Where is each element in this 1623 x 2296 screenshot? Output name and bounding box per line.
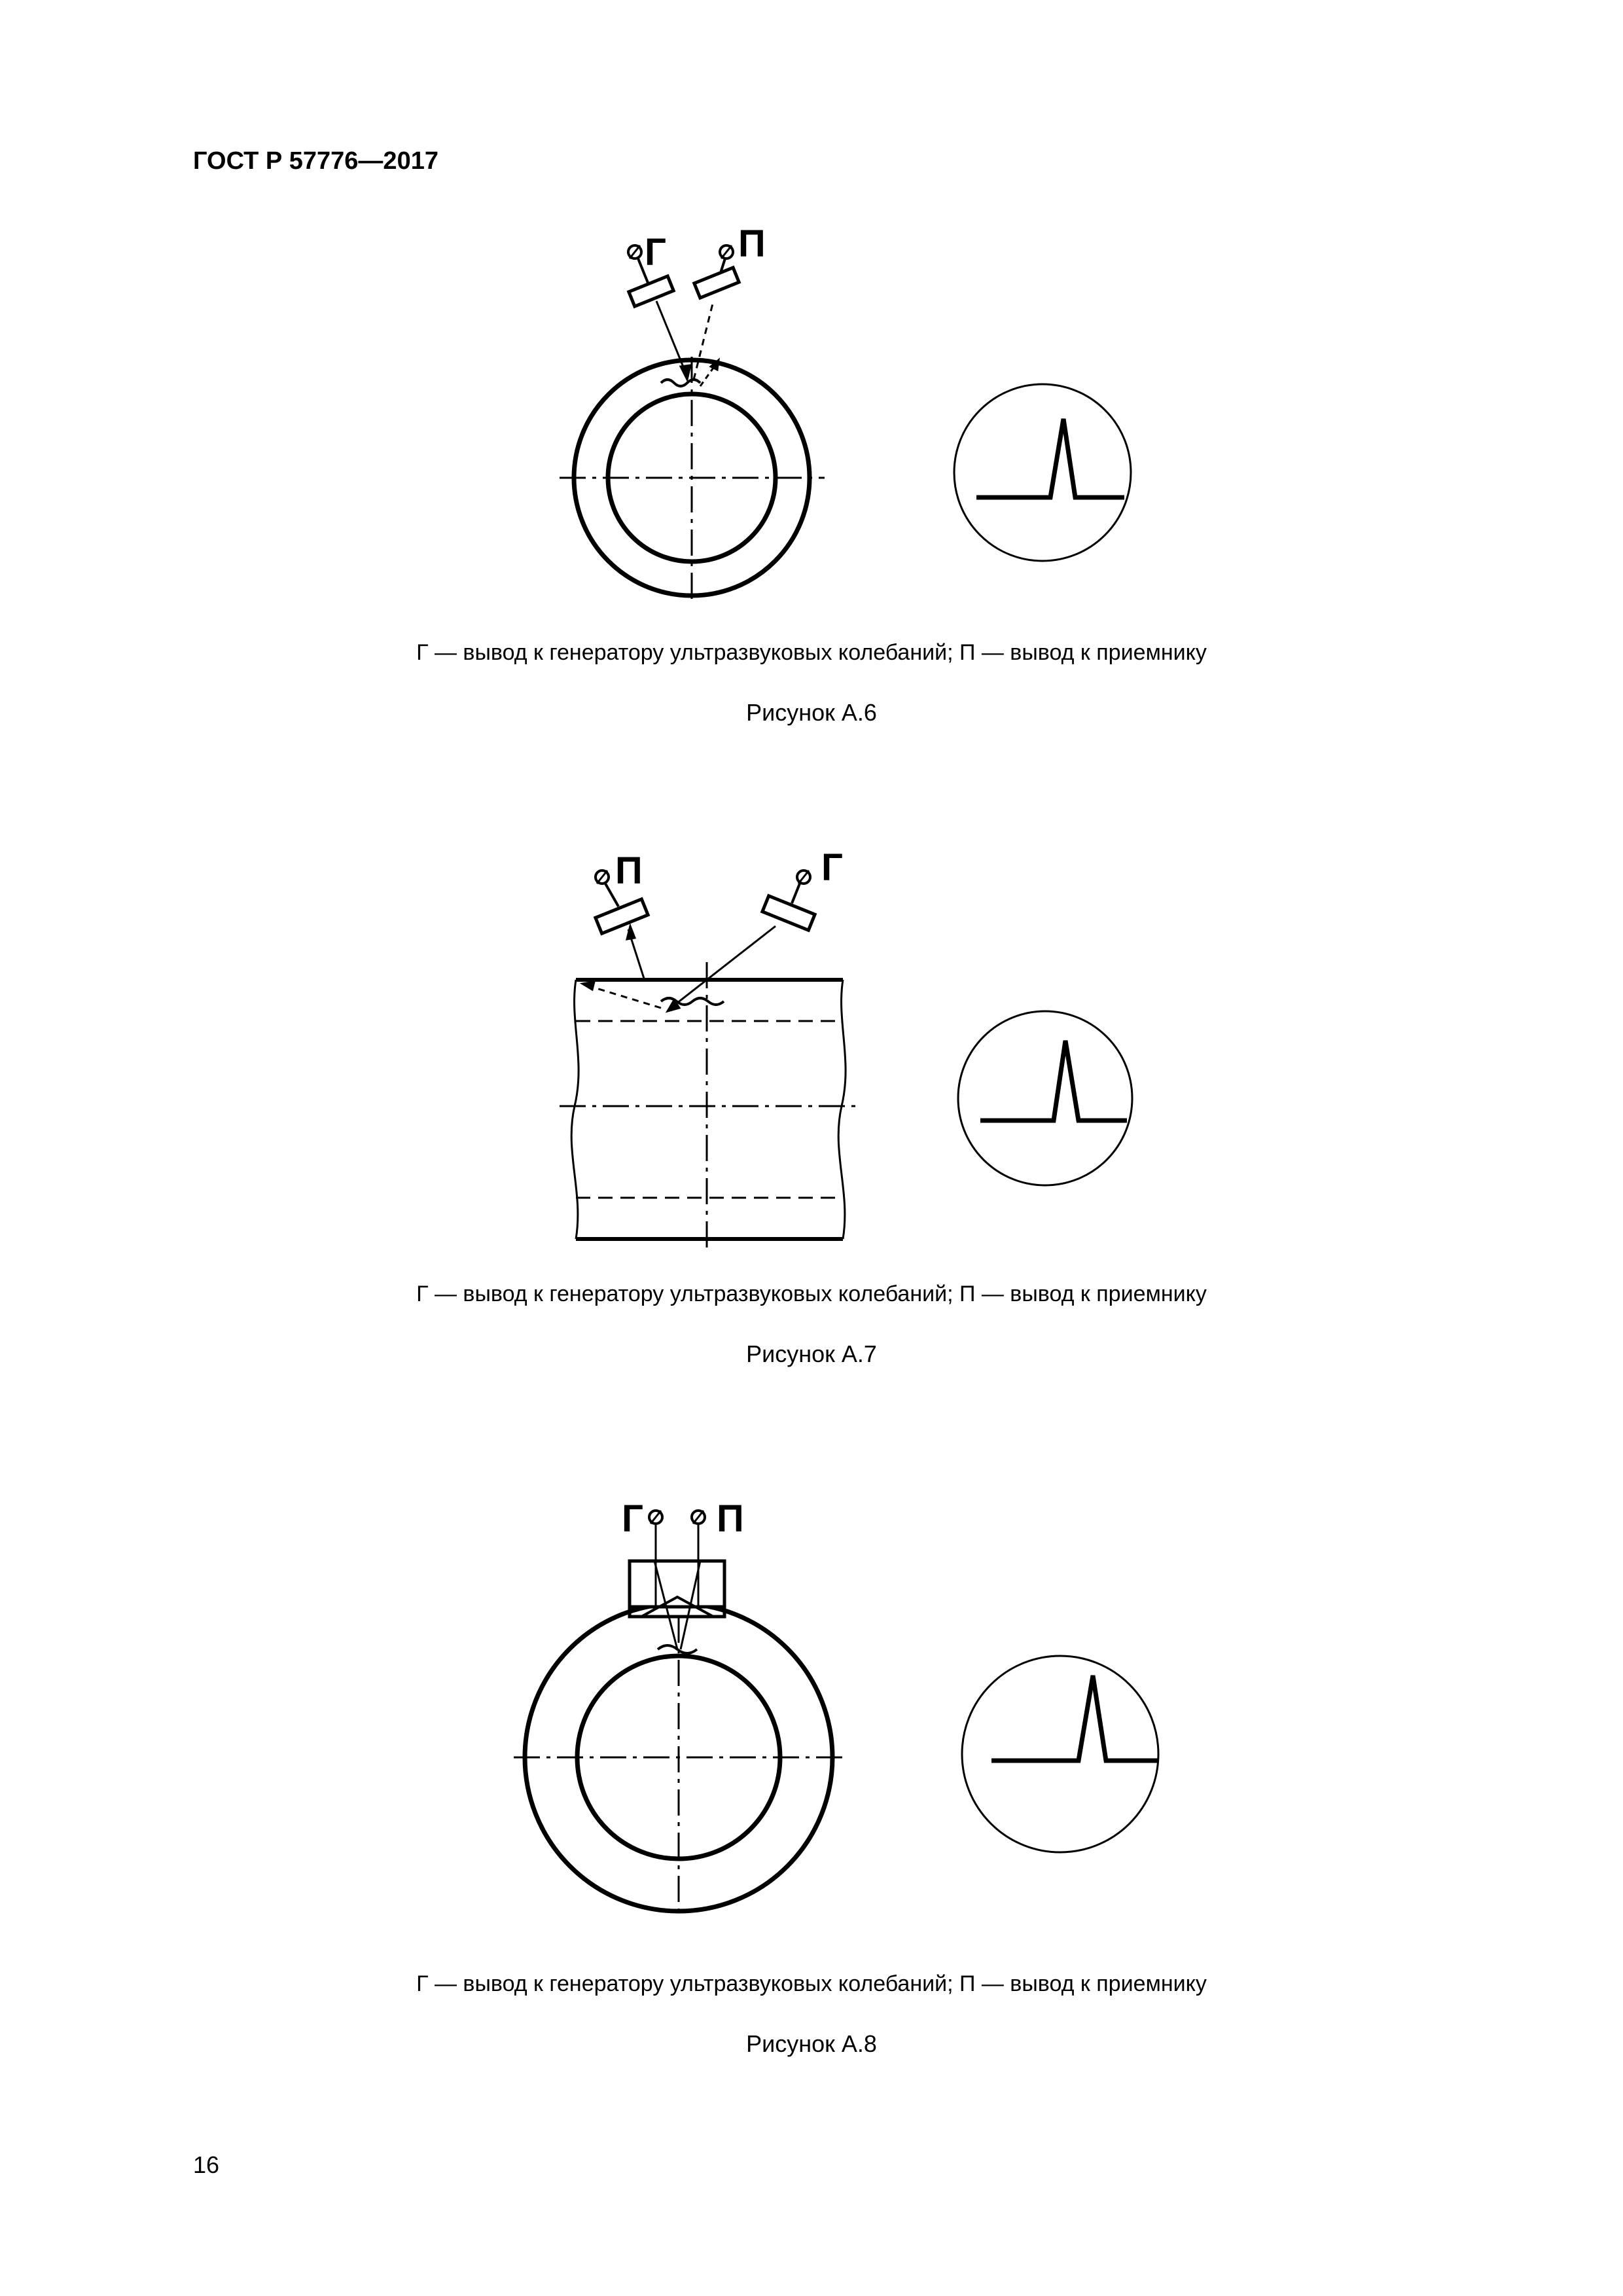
figure-a7-title: Рисунок А.7 (746, 1340, 877, 1367)
generator-probe (628, 231, 673, 306)
figure-a7-caption: Г — вывод к генератору ультразвуковых колебаний; П — вывод к приемнику (416, 1282, 1207, 1306)
figure-a8-caption: Г — вывод к генератору ультразвуковых колебаний; П — вывод к приемнику (416, 1971, 1207, 1996)
generator-label: Г (645, 231, 666, 274)
document-header: ГОСТ Р 57776—2017 (193, 147, 438, 175)
page-number: 16 (193, 2151, 220, 2178)
generator-probe (762, 846, 843, 930)
receiver-probe (596, 850, 648, 933)
figure-a6-title: Рисунок А.6 (746, 699, 877, 726)
figure-a6-drawing (0, 209, 1623, 628)
indicator-screen-a7 (958, 1011, 1132, 1185)
figure-a8-title: Рисунок А.8 (746, 2030, 877, 2057)
receiver-label: П (738, 223, 766, 265)
figure-a7-drawing (0, 844, 1623, 1263)
receiver-label: П (717, 1498, 744, 1540)
figure-a8-drawing (0, 1473, 1623, 1944)
figure-a6-caption: Г — вывод к генератору ультразвуковых колебаний; П — вывод к приемнику (416, 640, 1207, 665)
receiver-probe (694, 223, 766, 298)
generator-label: Г (821, 846, 843, 889)
indicator-screen-a6 (954, 384, 1131, 561)
dual-probe-housing (630, 1525, 724, 1649)
indicator-screen-a8 (962, 1656, 1158, 1852)
receiver-label: П (615, 850, 643, 892)
generator-label: Г (622, 1498, 643, 1540)
